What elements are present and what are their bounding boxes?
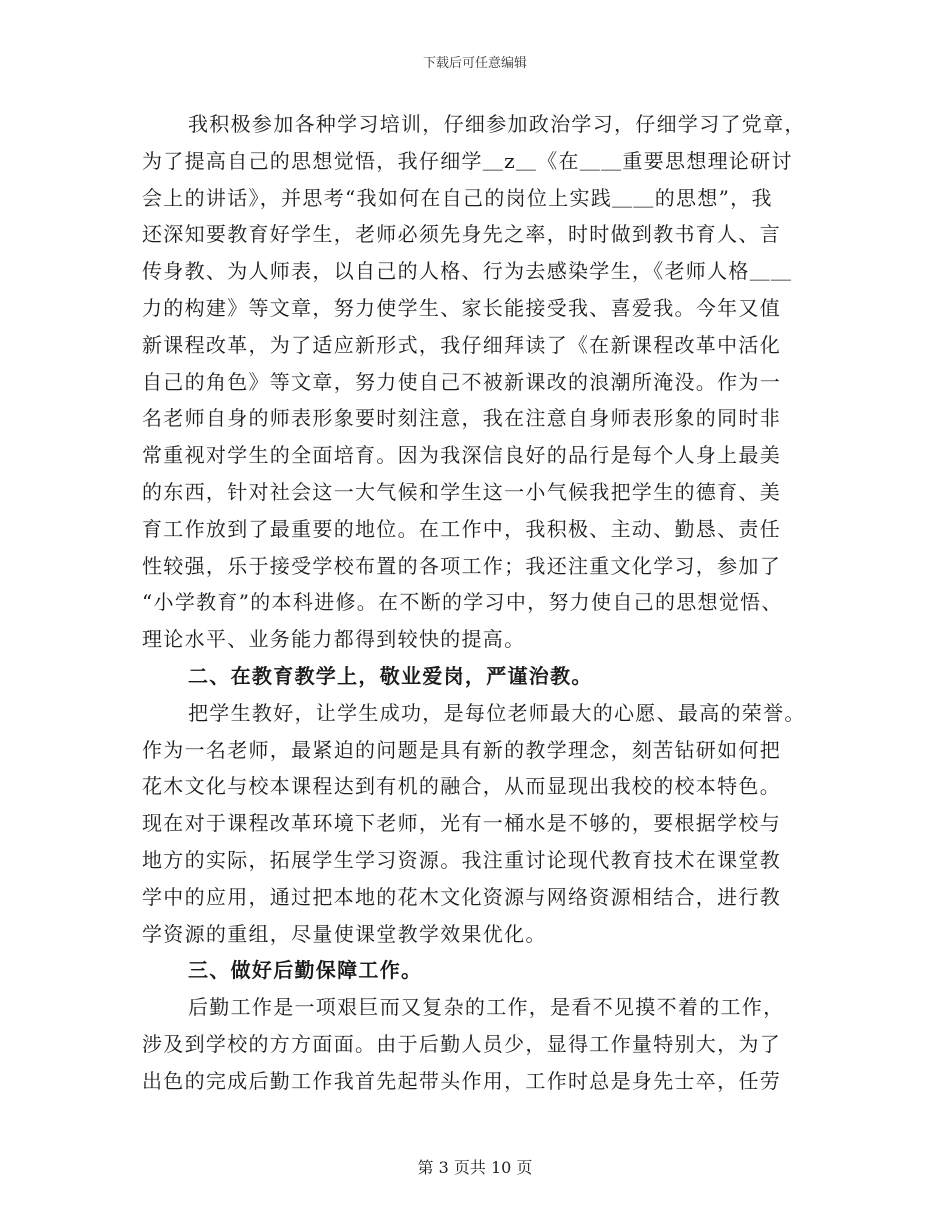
text-line: 学中的应用，通过把本地的花木文化资源与网络资源相结合，进行教 <box>142 884 781 909</box>
page-footer: 第 3 页共 10 页 <box>417 1158 533 1177</box>
text-line: 的东西，针对社会这一大气候和学生这一小气候我把学生的德育、美 <box>142 479 781 504</box>
text-line: 自己的角色》等文章，努力使自己不被新课改的浪潮所淹没。作为一 <box>142 369 781 394</box>
document-body <box>142 106 810 1100</box>
text-line: 学资源的重组，尽量使课堂教学效果优化。 <box>142 921 547 946</box>
text-line: 新课程改革，为了适应新形式，我仔细拜读了《在新课程改革中活化 <box>142 332 781 357</box>
text-line: 名老师自身的师表形象要时刻注意，我在注意自身师表形象的同时非 <box>142 406 781 431</box>
text-line: 地方的实际，拓展学生学习资源。我注重讨论现代教育技术在课堂教 <box>142 847 781 872</box>
text-line: 我积极参加各种学习培训，仔细参加政治学习，仔细学习了党章， <box>188 112 806 136</box>
text-line: 力的构建》等文章，努力使学生、家长能接受我、喜爱我。今年又值 <box>142 295 781 320</box>
section-heading: 三、做好后勤保障工作。 <box>188 958 423 983</box>
text-line: 花木文化与校本课程达到有机的融合，从而显现出我校的校本特色。 <box>142 774 781 799</box>
text-line: 把学生教好，让学生成功，是每位老师最大的心愿、最高的荣誉。 <box>188 700 806 725</box>
text-line: “小学教育”的本科进修。在不断的学习中，努力使自己的思想觉悟、 <box>142 590 783 615</box>
text-line: 出色的完成后勤工作我首先起带头作用，工作时总是身先士卒，任劳 <box>142 1068 781 1093</box>
text-line: 涉及到学校的方方面面。由于后勤人员少，显得工作量特别大，为了 <box>142 1031 781 1056</box>
text-line: 为了提高自己的思想觉悟，我仔细学＿z＿《在＿＿重要思想理论研讨 <box>142 148 793 173</box>
text-line: 作为一名老师，最紧迫的问题是具有新的教学理念，刻苦钻研如何把 <box>142 737 781 762</box>
text-line: 理论水平、业务能力都得到较快的提高。 <box>142 627 526 652</box>
text-line: 传身教、为人师表，以自己的人格、行为去感染学生，《老师人格＿＿ <box>142 259 793 284</box>
text-line: 育工作放到了最重要的地位。在工作中，我积极、主动、勤恳、责任 <box>142 516 781 541</box>
text-line: 常重视对学生的全面培育。因为我深信良好的品行是每个人身上最美 <box>142 443 781 468</box>
text-line: 还深知要教育好学生，老师必须先身先之率，时时做到教书育人、言 <box>142 222 781 247</box>
section-heading: 二、在教育教学上，敬业爱岗，严谨治教。 <box>188 663 593 688</box>
page-header: 下载后可任意编辑 <box>422 56 527 71</box>
text-line: 现在对于课程改革环境下老师，光有一桶水是不够的，要根据学校与 <box>142 811 781 836</box>
text-line: 性较强，乐于接受学校布置的各项工作；我还注重文化学习，参加了 <box>142 553 781 578</box>
text-line: 后勤工作是一项艰巨而又复杂的工作，是看不见摸不着的工作， <box>188 995 785 1020</box>
text-line: 会上的讲话》，并思考“我如何在自己的岗位上实践＿＿的思想”，我 <box>142 185 773 210</box>
